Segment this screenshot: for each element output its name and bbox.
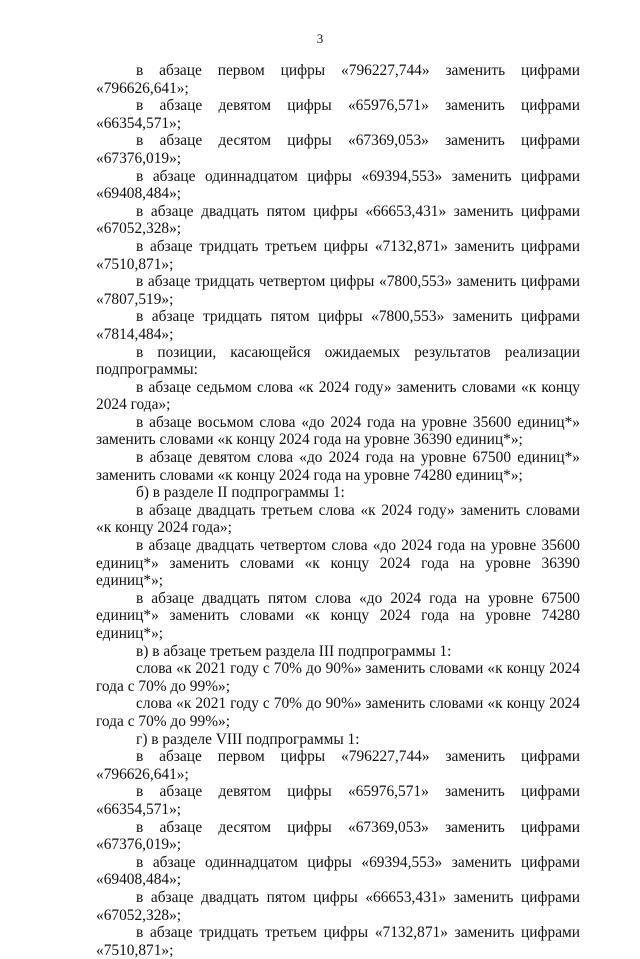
- document-body: [96, 62, 580, 959]
- paragraph: в абзаце тридцать четвертом цифры «7800,553» заменить цифрами «7807,519»;: [96, 273, 580, 308]
- paragraph: в абзаце девятом цифры «65976,571» заменить цифрами «66354,571»;: [96, 783, 580, 818]
- paragraph: в абзаце седьмом слова «к 2024 году» заменить словами «к концу 2024 года»;: [96, 378, 580, 414]
- paragraph: в абзаце тридцать пятом цифры «7800,553» заменить цифрами «7814,484»;: [96, 308, 580, 343]
- paragraph: слова «к 2021 году с 70% до 90%» заменить словами «к концу 2024 года с 70% до 99%»;: [96, 660, 580, 695]
- paragraph: в абзаце одиннадцатом цифры «69394,553» заменить цифрами «69408,484»;: [96, 853, 580, 889]
- paragraph: в абзаце тридцать третьем цифры «7132,871» заменить цифрами «7510,871»;: [96, 924, 580, 959]
- paragraph: в абзаце двадцать четвертом слова «до 2024 года на уровне 35600 единиц*» заменить словами «к концу 2024 года на уровне 36390 единиц*»;: [96, 537, 580, 590]
- paragraph: в абзаце девятом слова «до 2024 года на уровне 67500 единиц*» заменить словами «к концу 2024 года на уровне 74280 единиц*»;: [96, 449, 580, 484]
- paragraph: б) в разделе II подпрограммы 1:: [136, 484, 345, 502]
- paragraph: в позиции, касающейся ожидаемых результатов реализации подпрограммы:: [96, 343, 580, 379]
- paragraph: г) в разделе VIII подпрограммы 1:: [136, 730, 360, 748]
- paragraph: в) в абзаце третьем раздела III подпрограммы 1:: [136, 642, 452, 660]
- paragraph: в абзаце двадцать пятом цифры «66653,431» заменить цифрами «67052,328»;: [96, 202, 580, 238]
- paragraph: в абзаце тридцать третьем цифры «7132,871» заменить цифрами «7510,871»;: [96, 237, 580, 273]
- paragraph: в абзаце двадцать третьем слова «к 2024 году» заменить словами «к концу 2024 года»;: [96, 501, 580, 537]
- paragraph: в абзаце двадцать пятом цифры «66653,431» заменить цифрами «67052,328»;: [96, 888, 580, 924]
- paragraph: в абзаце двадцать пятом слова «до 2024 года на уровне 67500 единиц*» заменить словами «к концу 2024 года на уровне 74280 единиц*»;: [96, 589, 580, 642]
- paragraph: слова «к 2021 году с 70% до 90%» заменить словами «к концу 2024 года с 70% до 99%»;: [96, 695, 580, 730]
- paragraph: в абзаце десятом цифры «67369,053» заменить цифрами «67376,019»;: [96, 132, 580, 167]
- paragraph: в абзаце первом цифры «796227,744» заменить цифрами «796626,641»;: [96, 748, 580, 783]
- paragraph: в абзаце первом цифры «796227,744» заменить цифрами «796626,641»;: [96, 62, 580, 97]
- page-number: 3: [316, 31, 324, 46]
- paragraph: в абзаце восьмом слова «до 2024 года на уровне 35600 единиц*» заменить словами «к концу 2024 года на уровне 36390 единиц*»;: [96, 413, 580, 449]
- paragraph: в абзаце одиннадцатом цифры «69394,553» заменить цифрами «69408,484»;: [96, 167, 580, 203]
- paragraph: в абзаце десятом цифры «67369,053» заменить цифрами «67376,019»;: [96, 818, 580, 854]
- paragraph: в абзаце девятом цифры «65976,571» заменить цифрами «66354,571»;: [96, 97, 580, 132]
